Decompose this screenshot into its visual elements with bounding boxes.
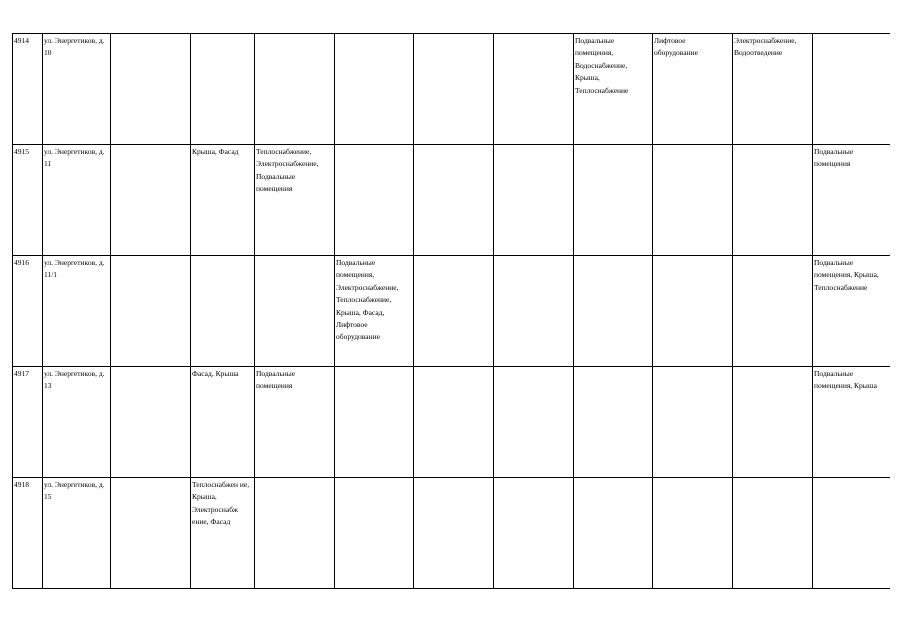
work-type-cell: Крыша, Фасад — [191, 145, 255, 256]
work-type-cell — [255, 34, 335, 145]
work-type-cell — [733, 256, 813, 367]
work-type-cell — [653, 256, 733, 367]
work-type-cell — [733, 145, 813, 256]
work-type-cell — [111, 478, 191, 589]
work-type-cell — [111, 34, 191, 145]
work-type-cell — [414, 34, 494, 145]
row-number-cell: 4916 — [13, 256, 43, 367]
work-type-cell — [255, 256, 335, 367]
address-cell: ул. Энергетиков, д. 15 — [43, 478, 111, 589]
address-cell: ул. Энергетиков, д. 10 — [43, 34, 111, 145]
work-type-cell — [414, 367, 494, 478]
work-type-cell — [733, 478, 813, 589]
work-type-cell — [494, 367, 574, 478]
address-cell: ул. Энергетиков, д. 11/1 — [43, 256, 111, 367]
work-type-cell: Лифтовое оборудование — [653, 34, 733, 145]
work-type-cell — [494, 478, 574, 589]
work-type-cell — [494, 256, 574, 367]
address-cell: ул. Энергетиков, д. 11 — [43, 145, 111, 256]
work-type-cell — [414, 256, 494, 367]
work-type-cell — [494, 145, 574, 256]
row-number-cell: 4915 — [13, 145, 43, 256]
table-row — [13, 256, 890, 367]
work-type-cell — [255, 478, 335, 589]
row-number-cell: 4917 — [13, 367, 43, 478]
address-cell: ул. Энергетиков, д. 13 — [43, 367, 111, 478]
row-number-cell: 4914 — [13, 34, 43, 145]
work-type-cell — [574, 145, 653, 256]
table-body — [13, 34, 890, 589]
table-row — [13, 367, 890, 478]
work-type-cell — [494, 34, 574, 145]
work-type-cell: Подвальные помещения — [255, 367, 335, 478]
work-type-cell — [653, 478, 733, 589]
work-type-cell: Подвальные помещения — [813, 145, 890, 256]
work-type-cell: Подвальные помещения, Крыша — [813, 367, 890, 478]
work-type-cell: Подвальные помещения, Водоснабжение, Крыша, Теплоснабжение — [574, 34, 653, 145]
work-type-cell — [813, 34, 890, 145]
work-type-cell — [653, 367, 733, 478]
work-type-cell — [335, 367, 414, 478]
work-type-cell — [414, 145, 494, 256]
work-type-cell — [335, 145, 414, 256]
work-type-cell — [335, 34, 414, 145]
work-type-cell — [574, 478, 653, 589]
work-type-cell — [335, 478, 414, 589]
works-schedule-table — [12, 33, 890, 589]
table-row — [13, 478, 890, 589]
work-type-cell — [653, 145, 733, 256]
work-type-cell: Теплоснабжен ие, Крыша, Электроснабж ение, Фасад — [191, 478, 255, 589]
table-row — [13, 34, 890, 145]
work-type-cell — [111, 367, 191, 478]
work-type-cell — [813, 478, 890, 589]
work-type-cell: Теплоснабжение, Электроснабжение, Подвальные помещения — [255, 145, 335, 256]
work-type-cell — [191, 256, 255, 367]
work-type-cell: Электроснабжение, Водоотведение — [733, 34, 813, 145]
work-type-cell — [574, 367, 653, 478]
work-type-cell — [414, 478, 494, 589]
work-type-cell — [574, 256, 653, 367]
table-row — [13, 145, 890, 256]
work-type-cell: Подвальные помещения, Электроснабжение, Теплоснабжение, Крыша, Фасад, Лифтовое оборудование — [335, 256, 414, 367]
work-type-cell — [191, 34, 255, 145]
work-type-cell — [733, 367, 813, 478]
row-number-cell: 4918 — [13, 478, 43, 589]
work-type-cell: Фасад, Крыша — [191, 367, 255, 478]
work-type-cell: Подвальные помещения, Крыша, Теплоснабжение — [813, 256, 890, 367]
work-type-cell — [111, 256, 191, 367]
work-type-cell — [111, 145, 191, 256]
